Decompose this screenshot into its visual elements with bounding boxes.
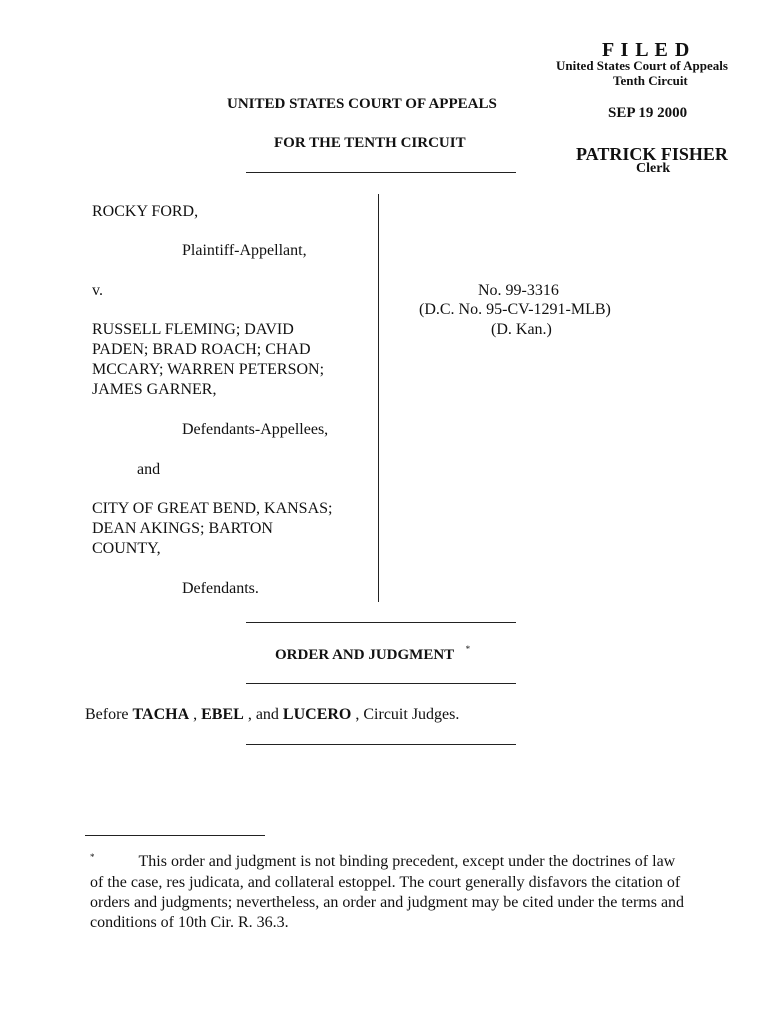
versus-label: v. [92,282,103,299]
judge-lucero: LUCERO [282,706,352,723]
order-bottom-rule [246,683,516,684]
order-title-footnote-mark: * [465,644,471,654]
filed-stamp-clerk-title: Clerk [636,161,671,176]
judge-ebel: EBEL [201,706,244,723]
panel-separator-2: , and [243,706,283,723]
judge-tacha: TACHA [132,706,190,723]
panel-rule [246,744,516,745]
defendants-role: Defendants. [182,580,259,597]
case-number: No. 99-3316 [478,282,559,299]
filed-stamp-circuit: Tenth Circuit [613,73,688,88]
order-top-rule [246,622,516,623]
circuit-heading: FOR THE TENTH CIRCUIT [274,135,466,151]
footnote-separator [85,835,265,836]
order-title [275,645,470,666]
header-rule [246,172,516,173]
defendants-appellees-role: Defendants-Appellees, [182,421,329,438]
and-label: and [137,461,161,478]
defendants-appellees-names: RUSSELL FLEMING; DAVID PADEN; BRAD ROACH; CHAD MCCARY; WARREN PETERSON; JAMES GARNER, [92,321,325,398]
caption-divider [378,194,379,602]
plaintiff-name: ROCKY FORD, [92,203,199,220]
panel-suffix: , Circuit Judges. [351,706,460,723]
footnote-mark: * [90,852,95,862]
footnote [90,852,690,933]
filed-stamp-title: F I L E D [602,39,691,61]
panel-line [85,705,459,725]
district-court-number: (D.C. No. 95-CV-1291-MLB) [419,301,611,318]
plaintiff-role: Plaintiff-Appellant, [182,242,307,259]
court-heading: UNITED STATES COURT OF APPEALS [227,96,497,112]
footnote-text: This order and judgment is not binding precedent, except under the doctrines of law of the case, res judicata, and collateral estoppel. The court generally disfavors the citation of orders and judgments; nevertheless, an order and judgment may be cited under the terms and conditions of 10th Cir. R. 36.3. [90,853,685,931]
panel-separator-1: , [189,706,202,723]
filed-stamp-date: SEP 19 2000 [608,105,688,121]
order-title-text: ORDER AND JUDGMENT [275,647,454,663]
defendants-names: CITY OF GREAT BEND, KANSAS; DEAN AKINGS; BARTON COUNTY, [92,500,333,557]
panel-before: Before [85,706,129,723]
filed-stamp-court: United States Court of Appeals [556,58,728,73]
district-label: (D. Kan.) [491,321,552,338]
filed-stamp-clerk-name: PATRICK FISHER [576,144,728,164]
